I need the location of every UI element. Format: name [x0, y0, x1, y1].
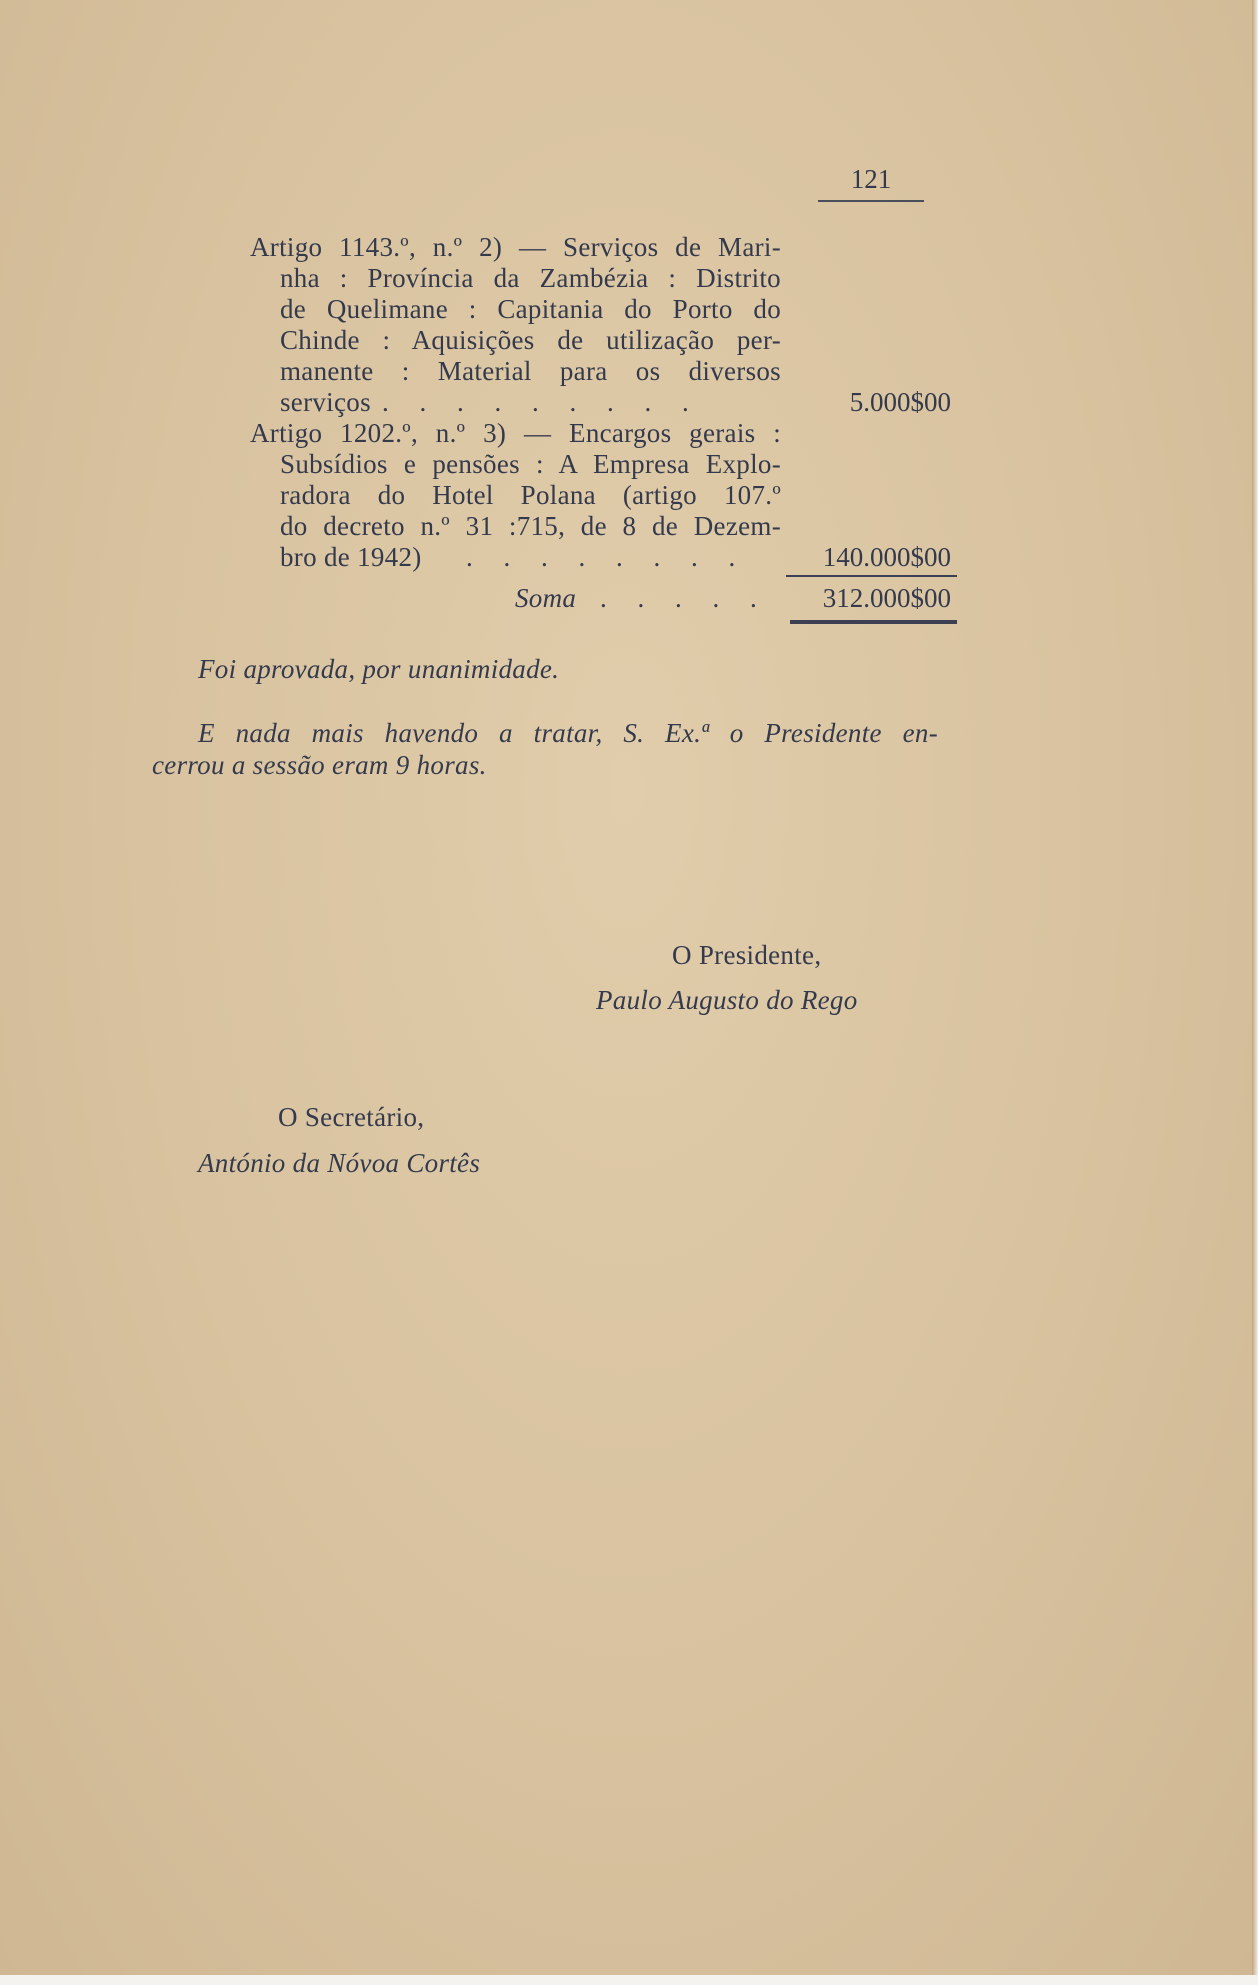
- closing-line-1: E nada mais havendo a tratar, S. Ex.ª o Presidente en-: [198, 718, 938, 748]
- item-1-line-2: nha : Província da Zambézia : Distrito: [280, 263, 781, 293]
- total-amount: 312.000$00: [822, 583, 951, 613]
- item-2-line-5: bro de 1942): [280, 542, 422, 572]
- item-2-line-3: radora do Hotel Polana (artigo 107.º: [280, 480, 781, 510]
- item-1-leader-dots: . . . . . . . . .: [382, 387, 701, 417]
- paper-bottom-edge: [0, 1975, 1258, 1985]
- item-1-line-6: serviços: [280, 387, 371, 417]
- total-label: Soma: [515, 583, 577, 613]
- page-number: 121: [818, 160, 924, 202]
- secretary-name: António da Nóvoa Cortês: [198, 1148, 481, 1178]
- secretary-title: O Secretário,: [278, 1102, 425, 1132]
- item-1-line-5: manente : Material para os diversos: [280, 356, 781, 386]
- item-2-amount: 140.000$00: [822, 542, 951, 572]
- sum-rule: [786, 575, 957, 577]
- item-2-leader-dots: . . . . . . . .: [466, 542, 748, 572]
- closing-line-2: cerrou a sessão eram 9 horas.: [152, 750, 487, 780]
- item-1-line-1: Artigo 1143.º, n.º 2) — Serviços de Mari-: [250, 232, 781, 262]
- item-2-line-1: Artigo 1202.º, n.º 3) — Encargos gerais :: [250, 418, 781, 448]
- item-2-line-2: Subsídios e pensões : A Empresa Explo-: [280, 449, 781, 479]
- item-1-line-4: Chinde : Aquisições de utilização per-: [280, 325, 781, 355]
- total-leader-dots: . . . . .: [600, 583, 769, 613]
- approval-text: Foi aprovada, por unanimidade.: [198, 654, 560, 684]
- item-1-line-3: de Quelimane : Capitania do Porto do: [280, 294, 781, 324]
- president-name: Paulo Augusto do Rego: [596, 985, 858, 1015]
- item-1-amount: 5.000$00: [849, 387, 951, 417]
- item-2-line-4: do decreto n.º 31 :715, de 8 de Dezem-: [280, 511, 781, 541]
- president-title: O Presidente,: [672, 940, 822, 970]
- paper-right-edge: [1252, 0, 1258, 1985]
- total-double-rule: [790, 620, 957, 624]
